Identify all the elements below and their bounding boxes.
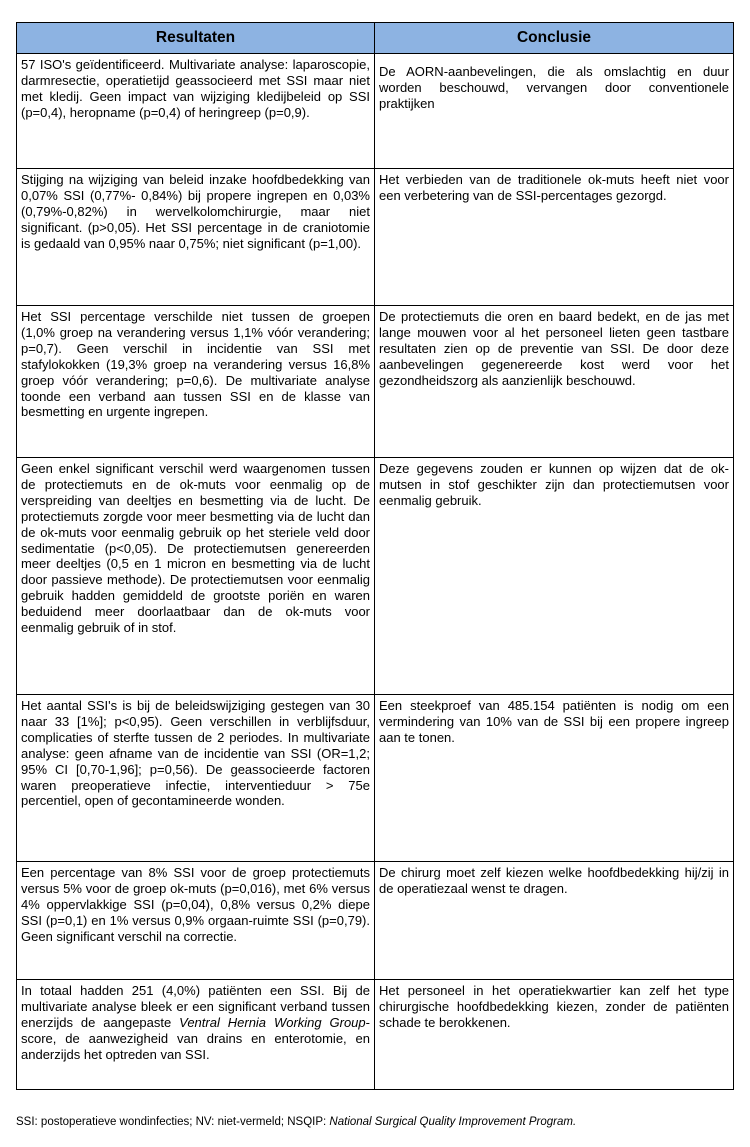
results-cell: Het SSI percentage verschilde niet tussen de groepen (1,0% groep na verandering versus 1,1% vóór verandering; p=0,7). Geen verschil in incidentie van SSI met stafylokokken (19,3% groep na verandering versus 16,8% groep vóór verandering; p=0,6). De multivariate analyse toonde een verband aan tussen SSI en de klasse van besmetting en urgente ingrepen. [17,306,375,458]
header-conclusion: Conclusie [375,23,734,54]
conclusion-cell: De chirurg moet zelf kiezen welke hoofdbedekking hij/zij in de operatiezaal wenst te dragen. [375,862,734,980]
results-cell [17,980,375,1090]
results-cell: Een percentage van 8% SSI voor de groep protectiemuts versus 5% voor de groep ok-muts (p=0,016), met 6% versus 4% oppervlakkige SSI (p=0,04), 0,8% versus 0,2% diepe SSI (p=0,1) en 1% versus 0,9% orgaan-ruimte SSI (p=0,79). Geen significant verschil na correctie. [17,862,375,980]
footnote-text: SSI: postoperatieve wondinfecties; NV: niet-vermeld; NSQIP: [16,1116,330,1128]
results-cell: 57 ISO's geïdentificeerd. Multivariate analyse: laparoscopie, darmresectie, operatietijd geassocieerd met SSI maar niet met kledij. Geen impact van wijziging kledijbeleid op SSI (p=0,4), heropname (p=0,4) of heringreep (p=0,9). [17,54,375,169]
results-cell: Geen enkel significant verschil werd waargenomen tussen de protectiemuts en de ok-muts voor eenmalig op de verspreiding van deeltjes en besmetting via de lucht. De protectiemuts zorgde voor meer besmetting via de lucht dan de ok-muts voor eenmalig gebruik op het steriele veld door sedimentatie (p<0,05). De protectiemutsen genereerden meer deeltjes (0,5 en 1 micron en besmetting via de lucht door passieve methode). De protectiemutsen voor eenmalig gebruik hadden gemiddeld de grootste poriën en waren beduidend meer doorlaatbaar dan de ok-muts voor eenmalig gebruik of in stof. [17,458,375,695]
conclusion-cell: De protectiemuts die oren en baard bedekt, en de jas met lange mouwen voor al het personeel lieten geen tastbare resultaten zien op de preventie van SSI. De door deze aanbevelingen gegenereerde kost werd voor het gezondheidszorg als aanzienlijk beschouwd. [375,306,734,458]
results-cell: Stijging na wijziging van beleid inzake hoofdbedekking van 0,07% SSI (0,77%- 0,84%) bij propere ingrepen en 0,03% (0,79%-0,82%) in wervelkolomchirurgie, maar niet significant. (p>0,05). Het SSI percentage in de craniotomie is gedaald van 0,95% naar 0,75%; niet significant (p=1,00). [17,169,375,306]
conclusion-cell: De AORN-aanbevelingen, die als omslachtig en duur worden beschouwd, vervangen door conventionele praktijken [375,54,734,169]
results-text-end: -score, de aanwezigheid van drains en enterotomie, en anderzijds het optreden van SSI. [21,1014,370,1062]
header-results: Resultaten [17,23,375,54]
table-row [17,695,734,862]
results-table [16,22,734,1090]
results-cell: Het aantal SSI's is bij de beleidswijziging gestegen van 30 naar 33 [1%]; p<0,95). Geen verschillen in verblijfsduur, complicaties of sterfte tussen de 2 periodes. In multivariate analyse: geen afname van de incidentie van SSI (OR=1,2; 95% CI [0,70-1,96]; p=0,56). De geassocieerde factoren waren preoperatieve infectie, interventieduur > 75e percentiel, open of gecontamineerde wonden. [17,695,375,862]
results-italic-text: Ventral Hernia Working Group [179,1014,366,1030]
table-row [17,54,734,169]
table-row [17,980,734,1090]
footnote [16,1116,576,1128]
conclusion-cell: Deze gegevens zouden er kunnen op wijzen dat de ok-mutsen in stof geschikter zijn dan protectiemutsen voor eenmalig gebruik. [375,458,734,695]
table-header-row [17,23,734,54]
table-row [17,862,734,980]
table-row [17,458,734,695]
conclusion-cell: Een steekproef van 485.154 patiënten is nodig om een vermindering van 10% van de SSI bij een propere ingreep aan te tonen. [375,695,734,862]
footnote-italic: National Surgical Quality Improvement Program. [329,1116,577,1128]
conclusion-cell: Het personeel in het operatiekwartier kan zelf het type chirurgische hoofdbedekking kiezen, zonder de patiënten schade te berokkenen. [375,980,734,1090]
table-row [17,306,734,458]
results-text: In totaal hadden 251 (4,0%) patiënten een SSI. Bij de multivariate analyse bleek er een significant verband tussen enerzijds de aangepaste [21,983,370,1030]
conclusion-cell: Het verbieden van de traditionele ok-muts heeft niet voor een verbetering van de SSI-percentages gezorgd. [375,169,734,306]
table-row [17,169,734,306]
